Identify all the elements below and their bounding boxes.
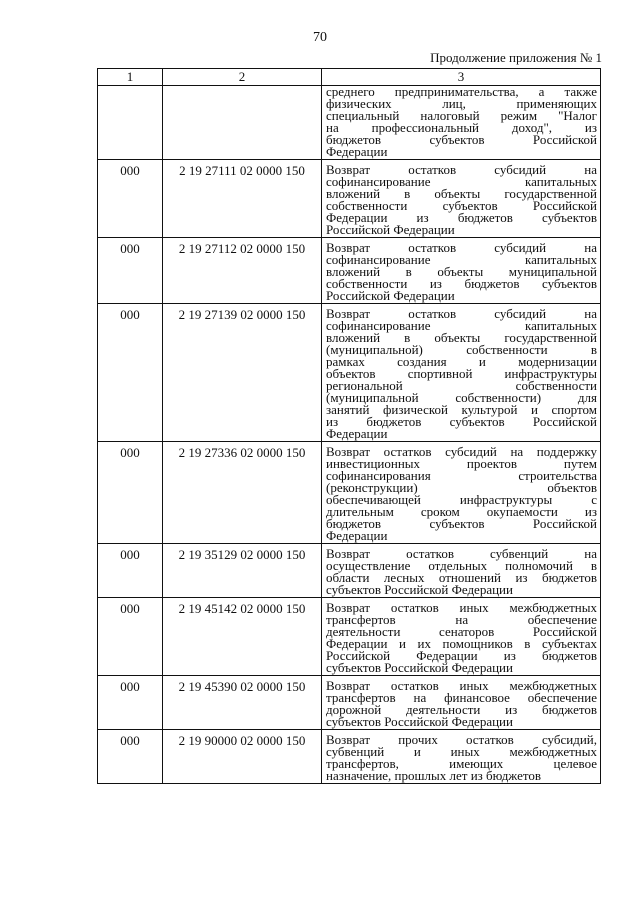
description-line: Федерации и их помощников в субъектах — [326, 636, 597, 651]
description-line: Возврат остатков субсидий на — [326, 162, 597, 177]
row-code: 000 — [98, 544, 163, 598]
description-line: Возврат остатков иных межбюджетных — [326, 600, 597, 615]
description-line: трансфертов, имеющих целевое — [326, 756, 597, 771]
row-description — [322, 160, 601, 238]
description-line: длительным сроком окупаемости из — [326, 504, 597, 519]
description-line: среднего предпринимательства, а также — [326, 84, 597, 99]
description-line: деятельности сенаторов Российской — [326, 624, 597, 639]
description-line: Возврат остатков субсидий на поддержку — [326, 444, 597, 459]
description-line: софинансирования строительства — [326, 468, 597, 483]
row-description — [322, 304, 601, 442]
description-line: Возврат остатков субвенций на — [326, 546, 597, 561]
table-row — [98, 676, 601, 730]
continuation-note: Продолжение приложения № 1 — [430, 50, 602, 65]
description-line: Федерации из бюджетов субъектов — [326, 210, 597, 225]
description-line: рамках создания и модернизации — [326, 354, 597, 369]
header-col-1: 1 — [98, 69, 163, 86]
table-row — [98, 238, 601, 304]
description-line: инвестиционных проектов путем — [326, 456, 597, 471]
row-code: 000 — [98, 238, 163, 304]
description-line: Федерации — [326, 528, 388, 543]
row-description — [322, 442, 601, 544]
row-code: 000 — [98, 304, 163, 442]
description-line: вложений в объекты государственной — [326, 186, 597, 201]
description-line: (реконструкции) объектов — [326, 480, 597, 495]
table-row — [98, 598, 601, 676]
description-line: Российской Федерации — [326, 222, 455, 237]
header-col-3: 3 — [322, 69, 601, 86]
row-code: 000 — [98, 730, 163, 784]
page-number: 70 — [313, 30, 327, 45]
description-line: софинансирование капитальных — [326, 252, 597, 267]
description-line: вложений в объекты государственной — [326, 330, 597, 345]
description-line: на профессиональный доход", из — [326, 120, 597, 135]
row-kbk: 2 19 90000 02 0000 150 — [163, 730, 322, 784]
table-row — [98, 304, 601, 442]
row-code: 000 — [98, 676, 163, 730]
row-description — [322, 544, 601, 598]
description-line: Возврат остатков субсидий на — [326, 240, 597, 255]
row-code: 000 — [98, 598, 163, 676]
header-col-2: 2 — [163, 69, 322, 86]
row-kbk: 2 19 27112 02 0000 150 — [163, 238, 322, 304]
description-line: объектов спортивной инфраструктуры — [326, 366, 597, 381]
description-line: бюджетов субъектов Российской — [326, 516, 597, 531]
description-line: (муниципальной) собственности в — [326, 342, 597, 357]
row-kbk: 2 19 27111 02 0000 150 — [163, 160, 322, 238]
description-line: физических лиц, применяющих — [326, 96, 597, 111]
description-line: Российской Федерации — [326, 288, 455, 303]
table-row — [98, 442, 601, 544]
description-line: области лесных отношений из бюджетов — [326, 570, 597, 585]
row-kbk: 2 19 45390 02 0000 150 — [163, 676, 322, 730]
description-line: назначение, прошлых лет из бюджетов — [326, 768, 542, 783]
budget-codes-table — [97, 68, 601, 784]
table-body — [98, 86, 601, 784]
row-description — [322, 598, 601, 676]
description-line: обеспечивающей инфраструктуры с — [326, 492, 597, 507]
row-code — [98, 86, 163, 160]
row-description — [322, 238, 601, 304]
description-line: бюджетов субъектов Российской — [326, 132, 597, 147]
description-line: дорожной деятельности из бюджетов — [326, 702, 597, 717]
description-line: собственности субъектов Российской — [326, 198, 597, 213]
description-line: субъектов Российской Федерации — [326, 714, 513, 729]
row-description — [322, 676, 601, 730]
row-kbk — [163, 86, 322, 160]
row-description — [322, 730, 601, 784]
description-line: Федерации — [326, 426, 388, 441]
description-line: Возврат остатков иных межбюджетных — [326, 678, 597, 693]
description-line: Федерации — [326, 144, 388, 159]
description-line: Возврат остатков субсидий на — [326, 306, 597, 321]
row-code: 000 — [98, 160, 163, 238]
description-line: (муниципальной собственности) для — [326, 390, 597, 405]
description-line: субвенций и иных межбюджетных — [326, 744, 597, 759]
description-line: софинансирование капитальных — [326, 318, 597, 333]
row-description — [322, 86, 601, 160]
description-line: осуществление отдельных полномочий в — [326, 558, 597, 573]
table-row — [98, 160, 601, 238]
description-line: трансфертов на финансовое обеспечение — [326, 690, 597, 705]
description-line: трансфертов на обеспечение — [326, 612, 597, 627]
table-row — [98, 730, 601, 784]
description-line: занятий физической культурой и спортом — [326, 402, 597, 417]
row-kbk: 2 19 27336 02 0000 150 — [163, 442, 322, 544]
description-line: Российской Федерации из бюджетов — [326, 648, 597, 663]
description-line: Возврат прочих остатков субсидий, — [326, 732, 597, 747]
description-line: субъектов Российской Федерации — [326, 582, 513, 597]
row-kbk: 2 19 27139 02 0000 150 — [163, 304, 322, 442]
row-kbk: 2 19 35129 02 0000 150 — [163, 544, 322, 598]
row-code: 000 — [98, 442, 163, 544]
description-line: из бюджетов субъектов Российской — [326, 414, 597, 429]
table-header — [98, 69, 601, 86]
description-line: специальный налоговый режим "Налог — [326, 108, 597, 123]
table-row — [98, 544, 601, 598]
description-line: вложений в объекты муниципальной — [326, 264, 597, 279]
description-line: региональной собственности — [326, 378, 597, 393]
description-line: субъектов Российской Федерации — [326, 660, 513, 675]
description-line: софинансирование капитальных — [326, 174, 597, 189]
row-kbk: 2 19 45142 02 0000 150 — [163, 598, 322, 676]
table-row — [98, 86, 601, 160]
header-row — [98, 69, 601, 86]
description-line: собственности из бюджетов субъектов — [326, 276, 597, 291]
